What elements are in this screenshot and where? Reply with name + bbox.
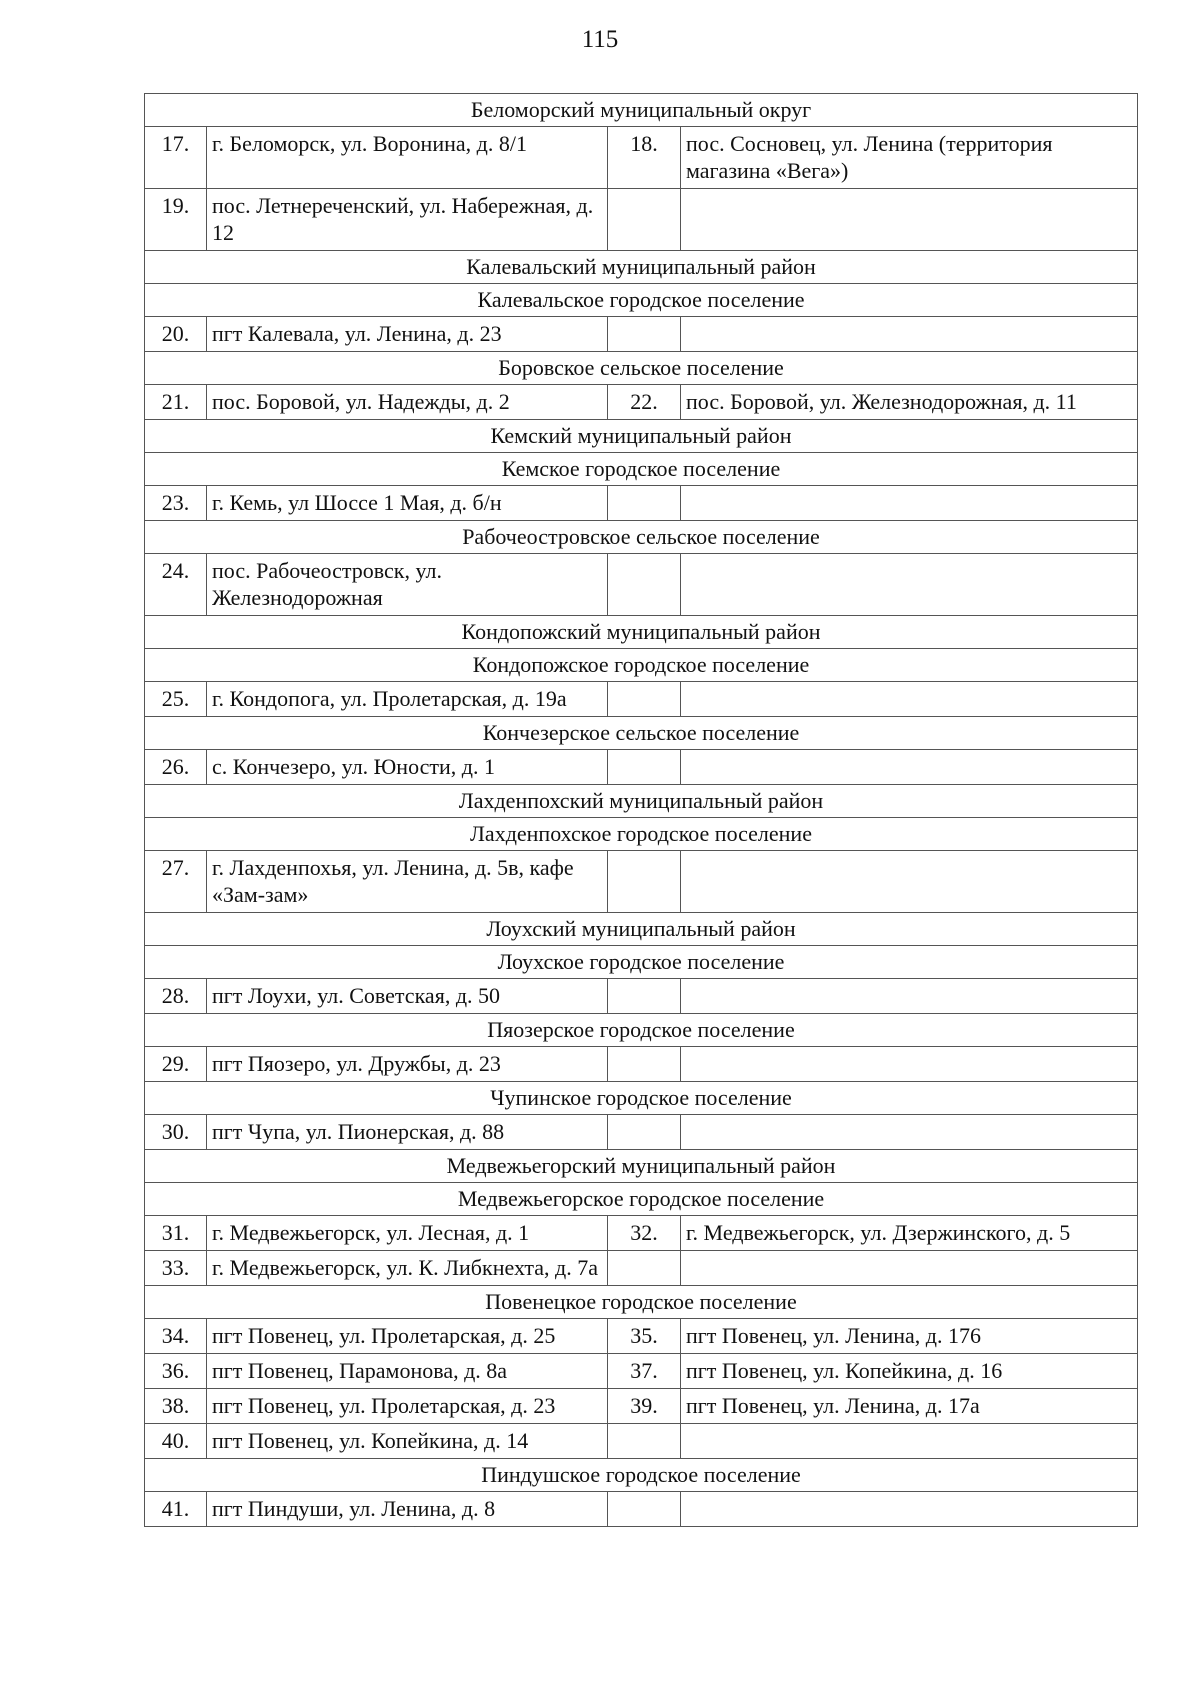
table-row	[145, 1115, 1138, 1150]
table-row	[145, 1354, 1138, 1389]
entry-address: пос. Сосновец, ул. Ленина (территория магазина «Вега»)	[681, 127, 1138, 189]
section-header-row	[145, 251, 1138, 284]
entry-number: 28.	[145, 979, 207, 1014]
entry-address: г. Беломорск, ул. Воронина, д. 8/1	[207, 127, 608, 189]
table-row	[145, 317, 1138, 352]
entry-address: пос. Боровой, ул. Надежды, д. 2	[207, 385, 608, 420]
address-table-body	[145, 94, 1138, 1527]
entry-address: пос. Боровой, ул. Железнодорожная, д. 11	[681, 385, 1138, 420]
entry-number: 33.	[145, 1251, 207, 1286]
table-row	[145, 1424, 1138, 1459]
section-header: Беломорский муниципальный округ	[145, 94, 1138, 127]
section-header-row	[145, 913, 1138, 946]
entry-address: пгт Повенец, ул. Ленина, д. 17а	[681, 1389, 1138, 1424]
entry-address	[681, 1424, 1138, 1459]
entry-number: 23.	[145, 486, 207, 521]
entry-number	[608, 979, 681, 1014]
section-header: Медвежьегорский муниципальный район	[145, 1150, 1138, 1183]
entry-number: 36.	[145, 1354, 207, 1389]
section-header-row	[145, 818, 1138, 851]
table-row	[145, 385, 1138, 420]
entry-number: 30.	[145, 1115, 207, 1150]
entry-address: пгт Повенец, ул. Копейкина, д. 14	[207, 1424, 608, 1459]
entry-address: пгт Повенец, ул. Пролетарская, д. 23	[207, 1389, 608, 1424]
section-header-row	[145, 284, 1138, 317]
entry-number: 21.	[145, 385, 207, 420]
table-row	[145, 851, 1138, 913]
entry-number: 37.	[608, 1354, 681, 1389]
entry-number: 40.	[145, 1424, 207, 1459]
entry-address	[681, 554, 1138, 616]
entry-address: г. Медвежьегорск, ул. Лесная, д. 1	[207, 1216, 608, 1251]
entry-number: 25.	[145, 682, 207, 717]
table-row	[145, 979, 1138, 1014]
table-row	[145, 750, 1138, 785]
section-header-row	[145, 1082, 1138, 1115]
entry-address	[681, 317, 1138, 352]
section-header-row	[145, 1286, 1138, 1319]
entry-number: 34.	[145, 1319, 207, 1354]
entry-number: 22.	[608, 385, 681, 420]
section-header: Лоухское городское поселение	[145, 946, 1138, 979]
entry-number: 39.	[608, 1389, 681, 1424]
section-header-row	[145, 453, 1138, 486]
table-row	[145, 189, 1138, 251]
section-header: Лахденпохское городское поселение	[145, 818, 1138, 851]
entry-address: пгт Повенец, ул. Пролетарская, д. 25	[207, 1319, 608, 1354]
entry-address: г. Лахденпохья, ул. Ленина, д. 5в, кафе «Зам-зам»	[207, 851, 608, 913]
entry-address: пгт Лоухи, ул. Советская, д. 50	[207, 979, 608, 1014]
entry-number	[608, 1047, 681, 1082]
entry-address: пгт Повенец, ул. Ленина, д. 176	[681, 1319, 1138, 1354]
section-header-row	[145, 1459, 1138, 1492]
section-header: Кемское городское поселение	[145, 453, 1138, 486]
section-header: Кончезерское сельское поселение	[145, 717, 1138, 750]
entry-number: 26.	[145, 750, 207, 785]
entry-number	[608, 851, 681, 913]
section-header: Медвежьегорское городское поселение	[145, 1183, 1138, 1216]
section-header-row	[145, 946, 1138, 979]
section-header-row	[145, 521, 1138, 554]
section-header: Кондопожский муниципальный район	[145, 616, 1138, 649]
section-header: Калевальское городское поселение	[145, 284, 1138, 317]
entry-address: г. Медвежьегорск, ул. К. Либкнехта, д. 7а	[207, 1251, 608, 1286]
entry-address: пгт Пиндуши, ул. Ленина, д. 8	[207, 1492, 608, 1527]
entry-address	[681, 1115, 1138, 1150]
section-header-row	[145, 1150, 1138, 1183]
entry-number: 24.	[145, 554, 207, 616]
entry-number: 41.	[145, 1492, 207, 1527]
entry-address: пгт Повенец, ул. Копейкина, д. 16	[681, 1354, 1138, 1389]
entry-number	[608, 486, 681, 521]
section-header-row	[145, 785, 1138, 818]
table-row	[145, 554, 1138, 616]
section-header: Пиндушское городское поселение	[145, 1459, 1138, 1492]
entry-number	[608, 1424, 681, 1459]
page-number: 115	[581, 26, 619, 53]
table-row	[145, 486, 1138, 521]
entry-address	[681, 189, 1138, 251]
section-header: Кемский муниципальный район	[145, 420, 1138, 453]
section-header: Чупинское городское поселение	[145, 1082, 1138, 1115]
table-row	[145, 1389, 1138, 1424]
entry-address	[681, 851, 1138, 913]
entry-address	[681, 1251, 1138, 1286]
entry-address: пгт Пяозеро, ул. Дружбы, д. 23	[207, 1047, 608, 1082]
entry-number	[608, 317, 681, 352]
table-row	[145, 127, 1138, 189]
section-header: Кондопожское городское поселение	[145, 649, 1138, 682]
entry-number: 32.	[608, 1216, 681, 1251]
entry-number: 35.	[608, 1319, 681, 1354]
entry-number	[608, 554, 681, 616]
entry-number: 20.	[145, 317, 207, 352]
entry-address: г. Кемь, ул Шоссе 1 Мая, д. б/н	[207, 486, 608, 521]
section-header-row	[145, 352, 1138, 385]
entry-address: г. Кондопога, ул. Пролетарская, д. 19а	[207, 682, 608, 717]
entry-address: пгт Чупа, ул. Пионерская, д. 88	[207, 1115, 608, 1150]
table-row	[145, 1319, 1138, 1354]
section-header: Калевальский муниципальный район	[145, 251, 1138, 284]
entry-address	[681, 979, 1138, 1014]
entry-address	[681, 750, 1138, 785]
entry-address: г. Медвежьегорск, ул. Дзержинского, д. 5	[681, 1216, 1138, 1251]
table-row	[145, 1492, 1138, 1527]
entry-number	[608, 750, 681, 785]
entry-number: 18.	[608, 127, 681, 189]
entry-address	[681, 1047, 1138, 1082]
section-header-row	[145, 1014, 1138, 1047]
section-header: Пяозерское городское поселение	[145, 1014, 1138, 1047]
section-header: Лахденпохский муниципальный район	[145, 785, 1138, 818]
entry-number: 29.	[145, 1047, 207, 1082]
section-header: Боровское сельское поселение	[145, 352, 1138, 385]
entry-address	[681, 1492, 1138, 1527]
entry-address	[681, 682, 1138, 717]
section-header-row	[145, 649, 1138, 682]
entry-number: 17.	[145, 127, 207, 189]
entry-address: пгт Повенец, Парамонова, д. 8а	[207, 1354, 608, 1389]
entry-address	[681, 486, 1138, 521]
entry-address: пос. Летнереченский, ул. Набережная, д. 12	[207, 189, 608, 251]
table-row	[145, 682, 1138, 717]
section-header-row	[145, 1183, 1138, 1216]
entry-number: 38.	[145, 1389, 207, 1424]
section-header-row	[145, 717, 1138, 750]
entry-address: с. Кончезеро, ул. Юности, д. 1	[207, 750, 608, 785]
section-header-row	[145, 616, 1138, 649]
section-header: Повенецкое городское поселение	[145, 1286, 1138, 1319]
address-table	[144, 93, 1138, 1527]
entry-number: 27.	[145, 851, 207, 913]
table-row	[145, 1216, 1138, 1251]
entry-number	[608, 1115, 681, 1150]
entry-number	[608, 189, 681, 251]
section-header: Лоухский муниципальный район	[145, 913, 1138, 946]
entry-number	[608, 682, 681, 717]
section-header: Рабочеостровское сельское поселение	[145, 521, 1138, 554]
entry-address: пгт Калевала, ул. Ленина, д. 23	[207, 317, 608, 352]
entry-number: 31.	[145, 1216, 207, 1251]
table-row	[145, 1047, 1138, 1082]
section-header-row	[145, 420, 1138, 453]
table-row	[145, 1251, 1138, 1286]
entry-number	[608, 1492, 681, 1527]
section-header-row	[145, 94, 1138, 127]
entry-number: 19.	[145, 189, 207, 251]
entry-address: пос. Рабочеостровск, ул. Железнодорожная	[207, 554, 608, 616]
entry-number	[608, 1251, 681, 1286]
